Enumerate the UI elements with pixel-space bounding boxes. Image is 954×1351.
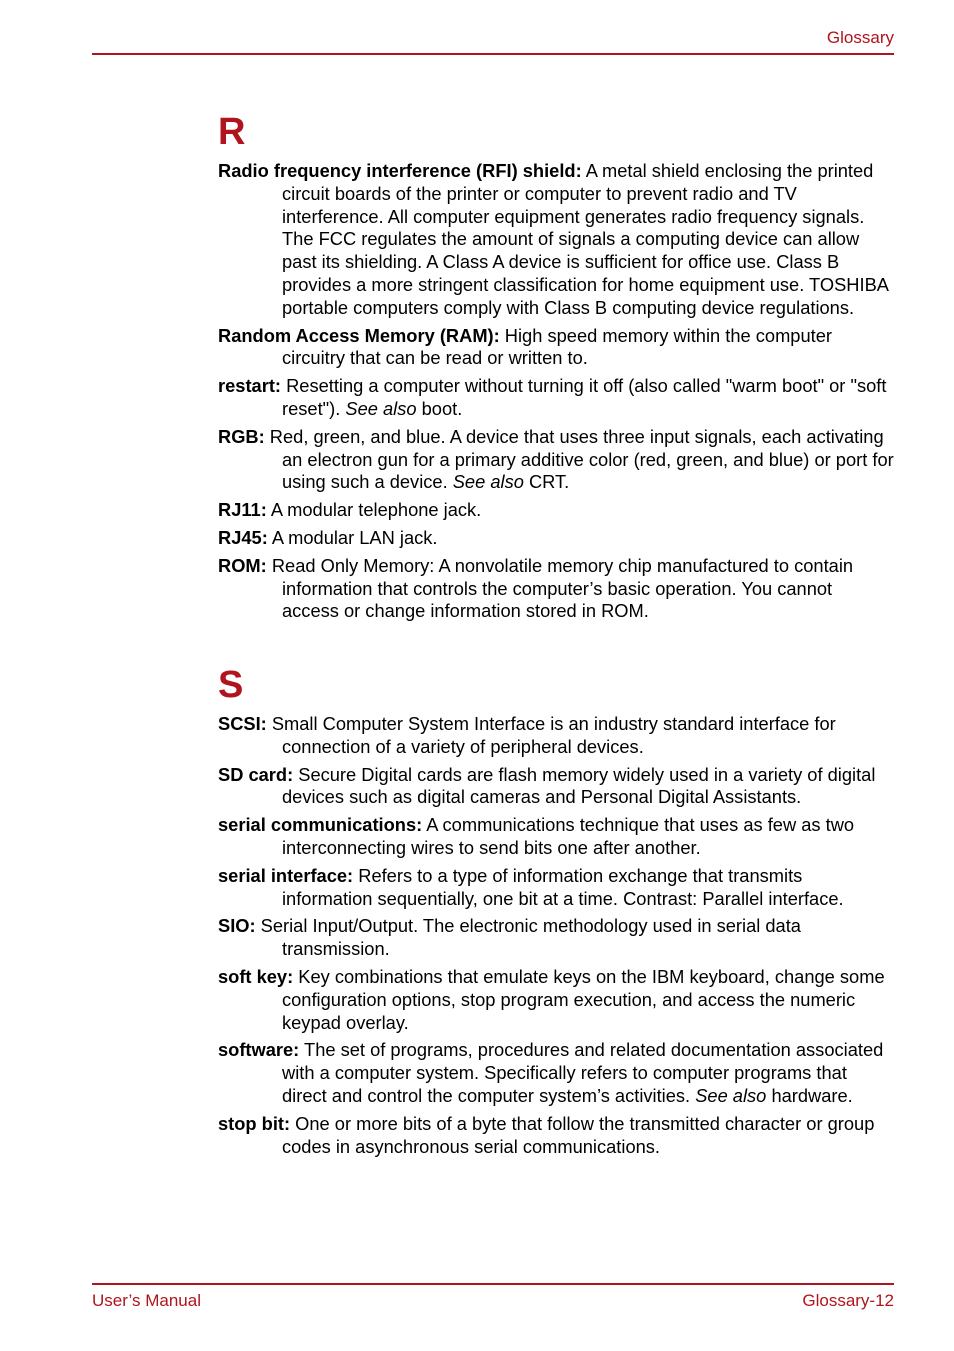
footer-manual-title: User’s Manual	[92, 1291, 201, 1310]
glossary-entry	[218, 375, 894, 421]
glossary-term: RJ45:	[218, 526, 268, 548]
see-also-label: See also	[452, 471, 524, 493]
glossary-entry	[218, 499, 894, 522]
glossary-entry	[218, 814, 894, 860]
glossary-entry	[218, 1113, 894, 1159]
glossary-definition: Refers to a type of information exchange that transmits information sequentially, one bit at a time. Contrast: Parallel interface.	[282, 864, 844, 909]
glossary-entry	[218, 915, 894, 961]
glossary-term: serial communications:	[218, 814, 423, 836]
glossary-definition: Red, green, and blue. A device that uses three input signals, each activating an electron gun for a primary additive color (red, green, and blue) or port for using such a device.	[264, 425, 894, 493]
glossary-section-r	[218, 160, 894, 628]
section-letter-r: R	[218, 111, 246, 153]
glossary-term: SCSI:	[218, 713, 267, 734]
glossary-definition: A modular LAN jack.	[267, 526, 438, 548]
footer-page-number: Glossary-12	[802, 1291, 894, 1310]
glossary-entry	[218, 865, 894, 911]
header-title: Glossary	[826, 28, 894, 47]
glossary-definition: A metal shield enclosing the printed circuit boards of the printer or computer to prevent radio and TV interference. All computer equipment generates radio frequency signals. The FCC regulates the amount of signals a computing device can allow past its shielding. A Class A device is sufficient for office use. Class B provides a more stringent classification for home equipment use. TOSHIBA portable computers comply with Class B computing device regulations.	[282, 160, 888, 318]
glossary-term: SIO:	[218, 915, 256, 937]
glossary-entry	[218, 160, 894, 320]
glossary-entry	[218, 527, 894, 550]
see-also-label: See also	[345, 397, 417, 419]
glossary-entry	[218, 1039, 894, 1107]
glossary-term: soft key:	[218, 965, 294, 987]
glossary-entry	[218, 325, 894, 371]
glossary-term: ROM:	[218, 554, 267, 576]
glossary-definition: High speed memory within the computer circuitry that can be read or written to.	[282, 324, 832, 369]
see-also-reference: hardware.	[766, 1084, 853, 1106]
glossary-definition: Read Only Memory: A nonvolatile memory chip manufactured to contain information that controls the computer’s basic operation. You cannot access or change information stored in ROM.	[266, 554, 854, 622]
footer-rule	[92, 1283, 894, 1285]
glossary-term: RGB:	[218, 425, 265, 447]
glossary-definition: Secure Digital cards are flash memory widely used in a variety of digital devices such as digital cameras and Personal Digital Assistants.	[282, 763, 876, 808]
glossary-term: stop bit:	[218, 1112, 291, 1134]
glossary-term: Random Access Memory (RAM):	[218, 324, 500, 346]
glossary-term: SD card:	[218, 763, 294, 785]
glossary-section-s	[218, 713, 894, 1163]
glossary-definition: Small Computer System Interface is an industry standard interface for connection of a variety of peripheral devices.	[266, 713, 836, 757]
glossary-entry	[218, 555, 894, 623]
glossary-term: restart:	[218, 375, 281, 397]
glossary-entry	[218, 966, 894, 1034]
glossary-entry	[218, 426, 894, 494]
glossary-term: serial interface:	[218, 864, 354, 886]
glossary-term: software:	[218, 1039, 300, 1061]
glossary-definition: A communications technique that uses as few as two interconnecting wires to send bits one after another.	[282, 814, 855, 858]
glossary-entry	[218, 713, 894, 759]
glossary-definition: The set of programs, procedures and related documentation associated with a computer system. Specifically refers to computer programs that direct and control the computer system’s activities.	[282, 1039, 884, 1106]
glossary-term: Radio frequency interference (RFI) shield:	[218, 160, 582, 181]
glossary-definition: Serial Input/Output. The electronic methodology used in serial data transmission.	[255, 915, 801, 960]
glossary-definition: Key combinations that emulate keys on the IBM keyboard, change some configuration options, stop program execution, and access the numeric keypad overlay.	[282, 965, 885, 1033]
glossary-entry	[218, 764, 894, 810]
glossary-definition: One or more bits of a byte that follow the transmitted character or group codes in asynchronous serial communications.	[282, 1112, 875, 1157]
glossary-term: RJ11:	[218, 499, 267, 521]
section-letter-s: S	[218, 664, 244, 706]
header-rule	[92, 53, 894, 55]
see-also-reference: CRT.	[523, 471, 570, 493]
glossary-definition: A modular telephone jack.	[266, 499, 482, 521]
glossary-definition: Resetting a computer without turning it off (also called "warm boot" or "soft reset").	[281, 375, 887, 419]
see-also-reference: boot.	[416, 397, 463, 419]
see-also-label: See also	[695, 1084, 767, 1106]
